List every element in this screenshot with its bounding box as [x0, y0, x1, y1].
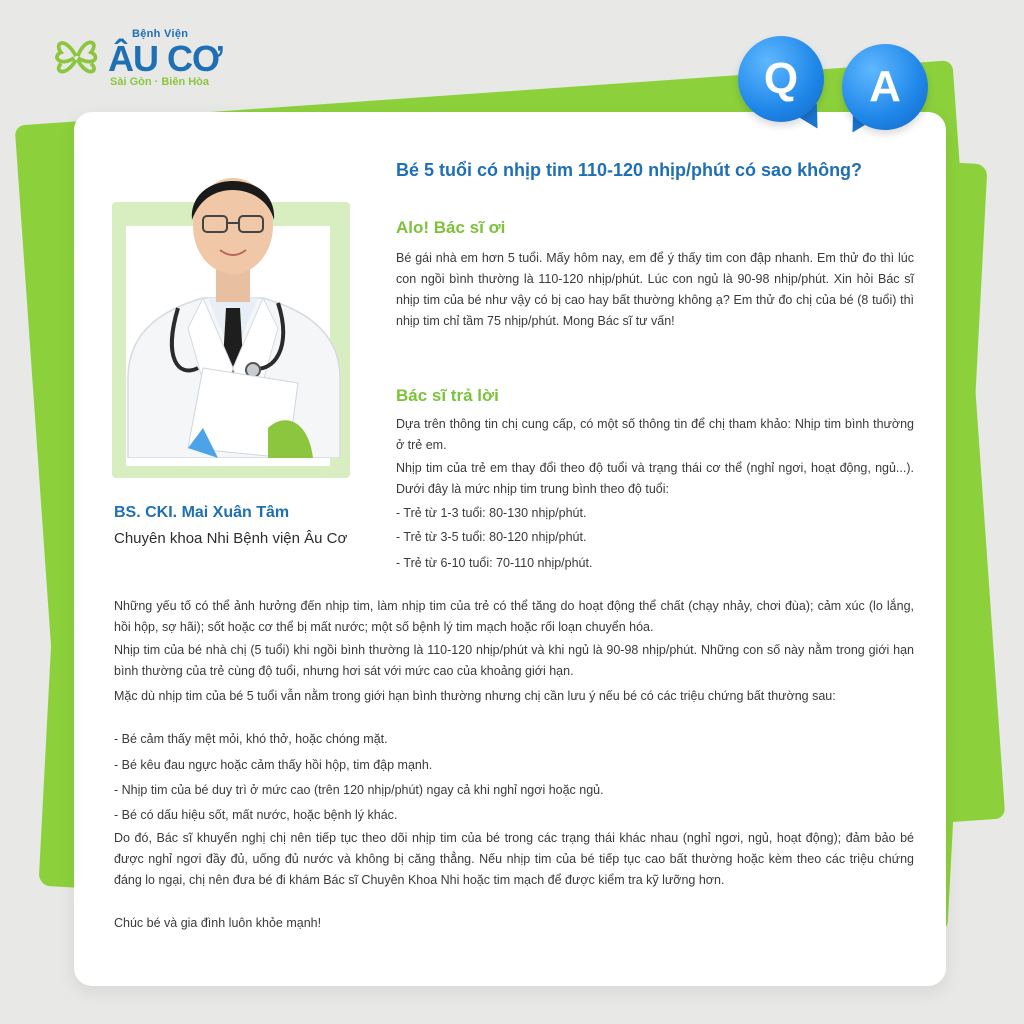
answer-paragraph-6: Do đó, Bác sĩ khuyến nghị chị nên tiếp tục theo dõi nhịp tim của bé trong các trạng thái khác nhau (nghỉ ngơi, ngủ, hoạt động); đảm bảo bé được nghỉ ngơi đầy đủ, uống đủ nước và không bị căng thẳng. Nếu nhịp tim của bé tiếp tục cao bất thường hoặc kèm theo các triệu chứng đáng lo ngại, chị nên đưa bé đi khám Bác sĩ Chuyên Khoa Nhi hoặc tim mạch để được kiểm tra kỹ lưỡng hơn.	[114, 831, 914, 887]
logo-sub-text: Sài Gòn · Biên Hòa	[110, 76, 210, 88]
closing-line: Chúc bé và gia đình luôn khỏe mạnh!	[114, 916, 322, 930]
question-title: Bé 5 tuổi có nhịp tim 110-120 nhịp/phút có sao không?	[396, 160, 863, 180]
clover-logo-icon	[48, 30, 104, 86]
answer-paragraph-2: Nhịp tim của trẻ em thay đổi theo độ tuổi và trạng thái cơ thể (nghỉ ngơi, hoạt động, ngủ...). Dưới đây là mức nhịp tim trung bình theo độ tuổi:	[396, 461, 914, 496]
ask-body: Bé gái nhà em hơn 5 tuổi. Mấy hôm nay, em để ý thấy tim con đập nhanh. Em thử đo thì lúc con ngồi bình thường là 110-120 nhịp/phút. Lúc con ngủ là 90-98 nhịp/phút. Xin hỏi Bác sĩ nhịp tim của bé như vậy có bị cao hay bất thường không ạ? Em thử đo chị của bé (8 tuổi) thì nhịp tim chỉ tầm 75 nhịp/phút. Mong Bác sĩ tư vấn!	[396, 251, 914, 328]
doctor-title: Chuyên khoa Nhi Bệnh viện Âu Cơ	[114, 530, 348, 547]
hospital-logo	[48, 28, 228, 94]
answer-paragraph-5: Mặc dù nhịp tim của bé 5 tuổi vẫn nằm trong giới hạn bình thường nhưng chị cần lưu ý nếu bé có các triệu chứng bất thường sau:	[114, 689, 836, 703]
age-rate-item: - Trẻ từ 3-5 tuổi: 80-120 nhịp/phút.	[396, 530, 587, 544]
answer-heading: Bác sĩ trả lời	[396, 386, 499, 405]
symptom-item: - Bé có dấu hiệu sốt, mất nước, hoặc bệnh lý khác.	[114, 808, 398, 822]
age-rate-item: - Trẻ từ 1-3 tuổi: 80-130 nhịp/phút.	[396, 506, 587, 520]
age-rate-item: - Trẻ từ 6-10 tuổi: 70-110 nhịp/phút.	[396, 556, 593, 570]
symptom-item: - Bé cảm thấy mệt mỏi, khó thở, hoặc chóng mặt.	[114, 732, 388, 746]
logo-top-text: Bệnh Viện	[132, 28, 189, 40]
symptom-item: - Bé kêu đau ngực hoặc cảm thấy hồi hộp, tim đập mạnh.	[114, 758, 433, 772]
doctor-name: BS. CKI. Mai Xuân Tâm	[114, 504, 290, 521]
answer-paragraph-3: Những yếu tố có thể ảnh hưởng đến nhịp tim, làm nhịp tim của trẻ có thể tăng do hoạt động thể chất (chạy nhảy, chơi đùa); cảm xúc (lo lắng, hồi hộp, sợ hãi); sốt hoặc cơ thể bị mất nước; một số bệnh lý tim mạch hoặc rối loạn chuyển hóa.	[114, 599, 914, 634]
ask-heading: Alo! Bác sĩ ơi	[396, 218, 506, 237]
logo-brand-text: ÂU CƠ	[108, 38, 222, 79]
doctor-portrait-icon	[108, 128, 358, 458]
symptom-item: - Nhịp tim của bé duy trì ở mức cao (trên 120 nhịp/phút) ngay cả khi nghỉ ngơi hoặc ngủ.	[114, 783, 604, 797]
answer-paragraph-4: Nhịp tim của bé nhà chị (5 tuổi) khi ngồi bình thường là 110-120 nhịp/phút và khi ngủ là 90-98 nhịp/phút. Những con số này nằm trong giới hạn bình thường của trẻ cùng độ tuổi, nhưng hơi sát với mức cao của khoảng giới hạn.	[114, 643, 914, 678]
a-bubble-icon: A	[842, 44, 928, 130]
q-bubble-icon: Q	[738, 36, 824, 122]
answer-paragraph-1: Dựa trên thông tin chị cung cấp, có một số thông tin để chị tham khảo: Nhịp tim bình thường ở trẻ em.	[396, 417, 914, 452]
